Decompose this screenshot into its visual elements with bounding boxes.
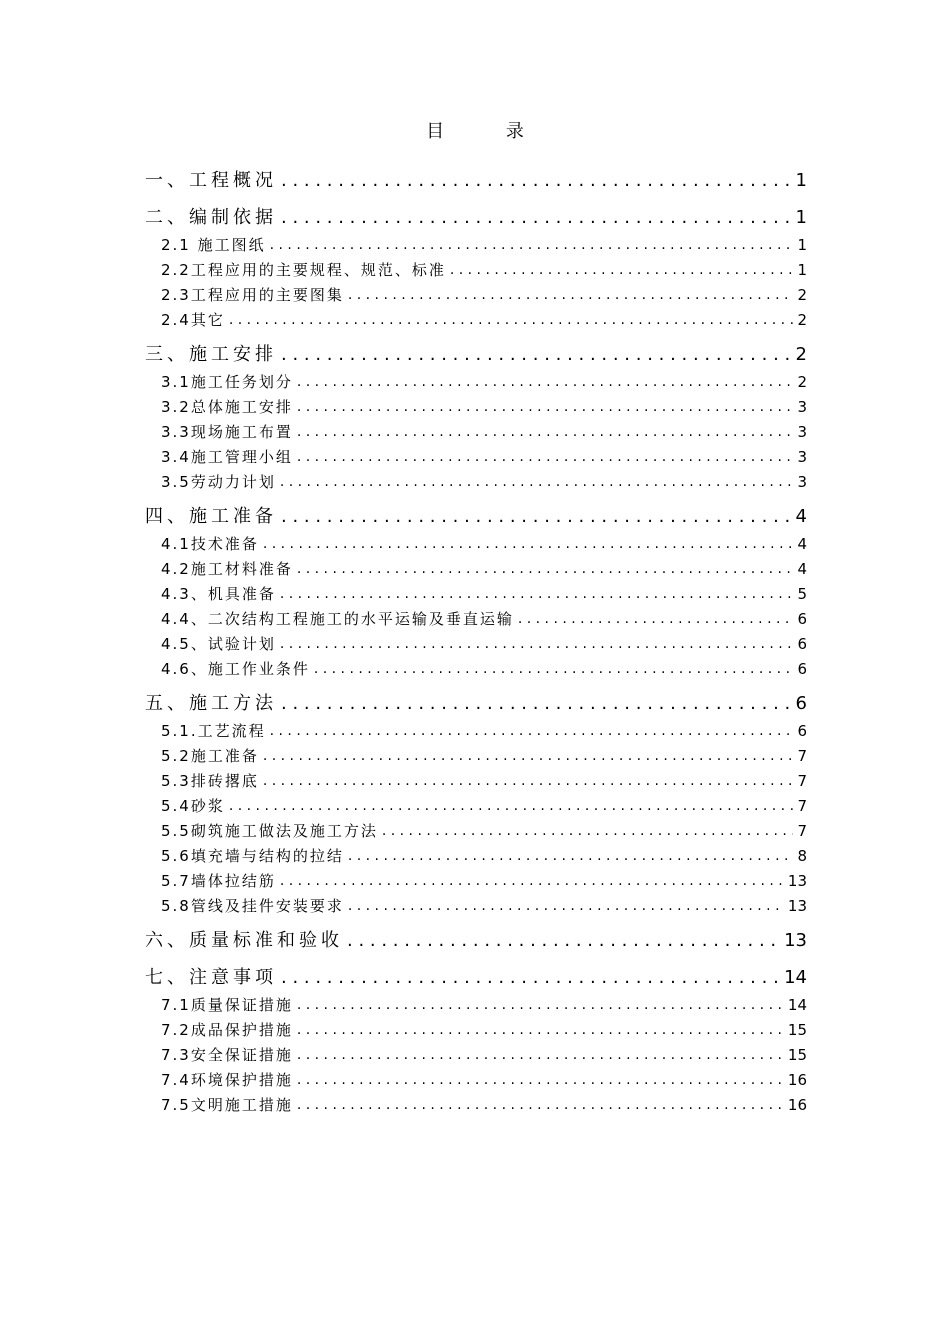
toc-dot-leader xyxy=(518,609,794,628)
toc-dot-leader xyxy=(280,584,794,603)
toc-entry-label: 六、质量标准和验收 xyxy=(145,930,343,952)
toc-dot-leader xyxy=(297,422,794,441)
toc-entry-label: 四、施工准备 xyxy=(145,506,277,528)
toc-dot-leader xyxy=(281,506,792,528)
toc-entry-label: 7.4环境保护措施 xyxy=(161,1071,293,1089)
toc-entry-label: 2.2工程应用的主要规程、规范、标准 xyxy=(161,261,446,279)
toc-dot-leader xyxy=(348,846,794,865)
toc-subsection-entry[interactable] xyxy=(145,628,807,653)
toc-dot-leader xyxy=(281,207,792,229)
toc-entry-label: 4.4、二次结构工程施工的水平运输及垂直运输 xyxy=(161,610,514,628)
toc-subsection-entry[interactable] xyxy=(145,304,807,329)
toc-entry-label: 3.1施工任务划分 xyxy=(161,373,293,391)
toc-entry-label: 3.3现场施工布置 xyxy=(161,423,293,441)
toc-entry-label: 5.2施工准备 xyxy=(161,747,259,765)
toc-subsection-entry[interactable] xyxy=(145,466,807,491)
toc-subsection-entry[interactable] xyxy=(145,528,807,553)
toc-page-number: 8 xyxy=(797,847,807,865)
toc-subsection-entry[interactable] xyxy=(145,366,807,391)
toc-page-number: 3 xyxy=(797,448,807,466)
toc-dot-leader xyxy=(270,235,794,254)
toc-dot-leader xyxy=(281,344,792,366)
toc-page-number: 6 xyxy=(795,693,807,715)
toc-page-number: 13 xyxy=(787,897,807,915)
toc-entry-label: 3.5劳动力计划 xyxy=(161,473,276,491)
toc-page-number: 4 xyxy=(795,506,807,528)
toc-page-number: 2 xyxy=(797,286,807,304)
toc-page-number: 14 xyxy=(784,967,807,989)
toc-entry-label: 4.3、机具准备 xyxy=(161,585,276,603)
toc-page-number: 6 xyxy=(797,660,807,678)
toc-page-number: 7 xyxy=(797,797,807,815)
toc-entry-label: 一、工程概况 xyxy=(145,170,277,192)
toc-subsection-entry[interactable] xyxy=(145,553,807,578)
toc-subsection-entry[interactable] xyxy=(145,1039,807,1064)
toc-dot-leader xyxy=(281,967,780,989)
toc-entry-label: 4.1技术准备 xyxy=(161,535,259,553)
toc-dot-leader xyxy=(263,534,794,553)
toc-entry-label: 4.6、施工作业条件 xyxy=(161,660,310,678)
toc-page-number: 7 xyxy=(797,772,807,790)
toc-subsection-entry[interactable] xyxy=(145,391,807,416)
toc-dot-leader xyxy=(280,472,794,491)
toc-dot-leader xyxy=(297,397,794,416)
toc-dot-leader xyxy=(297,1045,784,1064)
toc-entry-label: 4.2施工材料准备 xyxy=(161,560,293,578)
toc-entry-label: 3.4施工管理小组 xyxy=(161,448,293,466)
toc-subsection-entry[interactable] xyxy=(145,740,807,765)
toc-page-number: 6 xyxy=(797,610,807,628)
toc-page-number: 14 xyxy=(787,996,807,1014)
toc-dot-leader xyxy=(297,1095,784,1114)
toc-subsection-entry[interactable] xyxy=(145,890,807,915)
toc-page-number: 6 xyxy=(797,635,807,653)
toc-section-entry[interactable] xyxy=(145,329,807,366)
toc-page-number: 3 xyxy=(797,473,807,491)
toc-page-number: 2 xyxy=(795,344,807,366)
toc-subsection-entry[interactable] xyxy=(145,989,807,1014)
toc-dot-leader xyxy=(297,447,794,466)
toc-page-number: 2 xyxy=(797,311,807,329)
toc-section-entry[interactable] xyxy=(145,915,807,952)
toc-page-number: 1 xyxy=(795,207,807,229)
toc-section-entry[interactable] xyxy=(145,952,807,989)
toc-title: 目 录 xyxy=(426,121,552,142)
toc-page-number: 6 xyxy=(797,722,807,740)
toc-entry-label: 5.6填充墙与结构的拉结 xyxy=(161,847,344,865)
toc-dot-leader xyxy=(297,1070,784,1089)
toc-entry-label: 2.1 施工图纸 xyxy=(161,236,266,254)
toc-dot-leader xyxy=(382,821,794,840)
toc-entry-label: 5.3排砖撂底 xyxy=(161,772,259,790)
toc-dot-leader xyxy=(280,871,784,890)
toc-page-number: 15 xyxy=(787,1021,807,1039)
toc-page-number: 13 xyxy=(784,930,807,952)
toc-entry-label: 2.4其它 xyxy=(161,311,225,329)
toc-subsection-entry[interactable] xyxy=(145,840,807,865)
toc-subsection-entry[interactable] xyxy=(145,765,807,790)
toc-dot-leader xyxy=(229,796,794,815)
toc-section-entry[interactable] xyxy=(145,192,807,229)
toc-subsection-entry[interactable] xyxy=(145,653,807,678)
toc-entry-label: 5.4砂浆 xyxy=(161,797,225,815)
toc-entry-label: 7.2成品保护措施 xyxy=(161,1021,293,1039)
toc-dot-leader xyxy=(348,285,794,304)
toc-entry-label: 5.8管线及挂件安装要求 xyxy=(161,897,344,915)
toc-entry-label: 5.5砌筑施工做法及施工方法 xyxy=(161,822,378,840)
toc-page-number: 3 xyxy=(797,398,807,416)
toc-dot-leader xyxy=(297,1020,784,1039)
toc-entry-label: 5.1.工艺流程 xyxy=(161,722,266,740)
toc-entry-label: 五、施工方法 xyxy=(145,693,277,715)
toc-subsection-entry[interactable] xyxy=(145,1089,807,1114)
toc-dot-leader xyxy=(314,659,794,678)
toc-entry-label: 7.3安全保证措施 xyxy=(161,1046,293,1064)
toc-subsection-entry[interactable] xyxy=(145,715,807,740)
toc-subsection-entry[interactable] xyxy=(145,815,807,840)
toc-page-number: 1 xyxy=(797,236,807,254)
toc-dot-leader xyxy=(348,896,784,915)
toc-subsection-entry[interactable] xyxy=(145,790,807,815)
toc-page-number: 16 xyxy=(787,1096,807,1114)
toc-subsection-entry[interactable] xyxy=(145,1014,807,1039)
toc-section-entry[interactable] xyxy=(145,155,807,192)
toc-dot-leader xyxy=(281,693,792,715)
toc-dot-leader xyxy=(297,995,784,1014)
toc-section-entry[interactable] xyxy=(145,678,807,715)
toc-entry-label: 2.3工程应用的主要图集 xyxy=(161,286,344,304)
toc-subsection-entry[interactable] xyxy=(145,279,807,304)
toc-entry-label: 3.2总体施工安排 xyxy=(161,398,293,416)
toc-entry-label: 5.7墙体拉结筋 xyxy=(161,872,276,890)
toc-dot-leader xyxy=(297,372,794,391)
toc-entry-label: 7.5文明施工措施 xyxy=(161,1096,293,1114)
toc-page-number: 4 xyxy=(797,560,807,578)
toc-entry-label: 七、注意事项 xyxy=(145,967,277,989)
toc-dot-leader xyxy=(229,310,794,329)
toc-page-number: 3 xyxy=(797,423,807,441)
toc-entry-label: 二、编制依据 xyxy=(145,207,277,229)
toc-dot-leader xyxy=(297,559,794,578)
toc-page-number: 2 xyxy=(797,373,807,391)
toc-dot-leader xyxy=(263,771,794,790)
toc-page-number: 1 xyxy=(797,261,807,279)
toc-section-entry[interactable] xyxy=(145,491,807,528)
toc-entry-label: 4.5、试验计划 xyxy=(161,635,276,653)
toc-subsection-entry[interactable] xyxy=(145,229,807,254)
toc-dot-leader xyxy=(281,170,792,192)
toc-dot-leader xyxy=(280,634,794,653)
toc-page-number: 15 xyxy=(787,1046,807,1064)
toc-page-number: 13 xyxy=(787,872,807,890)
toc-subsection-entry[interactable] xyxy=(145,441,807,466)
toc-dot-leader xyxy=(263,746,794,765)
table-of-contents xyxy=(145,155,807,1114)
toc-page-number: 7 xyxy=(797,822,807,840)
toc-entry-label: 7.1质量保证措施 xyxy=(161,996,293,1014)
toc-subsection-entry[interactable] xyxy=(145,254,807,279)
toc-entry-label: 三、施工安排 xyxy=(145,344,277,366)
toc-subsection-entry[interactable] xyxy=(145,578,807,603)
toc-page-number: 5 xyxy=(797,585,807,603)
toc-page-number: 4 xyxy=(797,535,807,553)
toc-dot-leader xyxy=(347,930,780,952)
toc-subsection-entry[interactable] xyxy=(145,603,807,628)
toc-subsection-entry[interactable] xyxy=(145,416,807,441)
toc-dot-leader xyxy=(270,721,794,740)
toc-page-number: 16 xyxy=(787,1071,807,1089)
toc-subsection-entry[interactable] xyxy=(145,865,807,890)
toc-page-number: 7 xyxy=(797,747,807,765)
toc-subsection-entry[interactable] xyxy=(145,1064,807,1089)
toc-page-number: 1 xyxy=(795,170,807,192)
toc-dot-leader xyxy=(450,260,794,279)
